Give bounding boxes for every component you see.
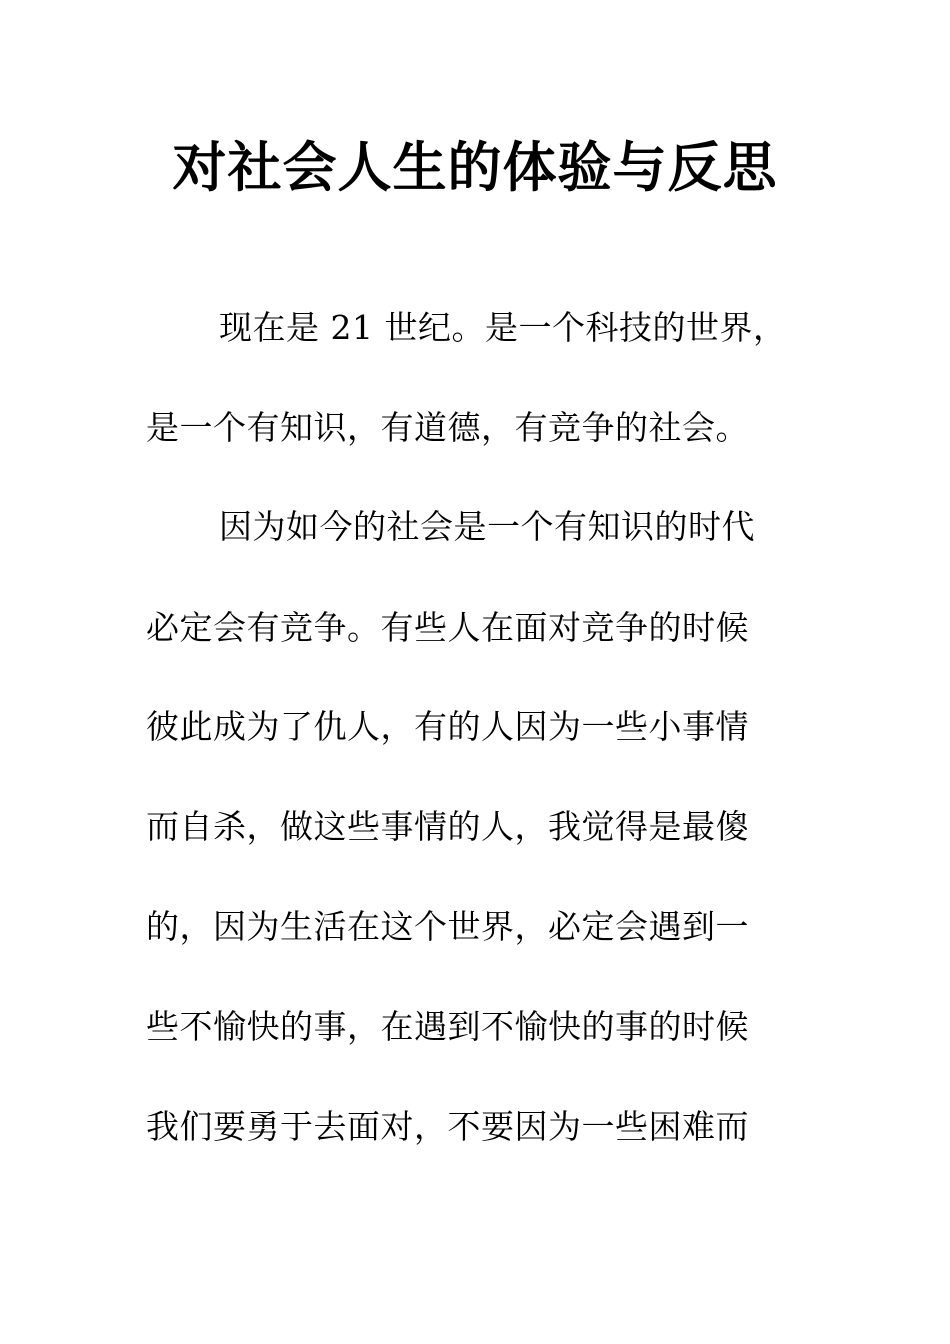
paragraph-2-line-1: 因为如今的社会是一个有知识的时代: [219, 507, 755, 546]
paragraph-1-line-2: 是一个有知识，有道德，有竞争的社会。: [146, 408, 749, 447]
paragraph-1-line-1: 现在是 21 世纪。是一个科技的世界，: [219, 308, 787, 347]
paragraph-2-line-5: 的，因为生活在这个世界，必定会遇到一: [146, 907, 749, 946]
paragraph-2-line-2: 必定会有竞争。有些人在面对竞争的时候: [146, 608, 749, 647]
paragraph-2-line-3: 彼此成为了仇人，有的人因为一些小事情: [146, 707, 749, 746]
paragraph-2-line-4: 而自杀，做这些事情的人，我觉得是最傻: [146, 807, 749, 846]
paragraph-2-line-7: 我们要勇于去面对，不要因为一些困难而: [146, 1107, 749, 1146]
paragraph-2-line-6: 些不愉快的事，在遇到不愉快的事的时候: [146, 1007, 749, 1046]
document-title: 对社会人生的体验与反思: [172, 136, 778, 199]
